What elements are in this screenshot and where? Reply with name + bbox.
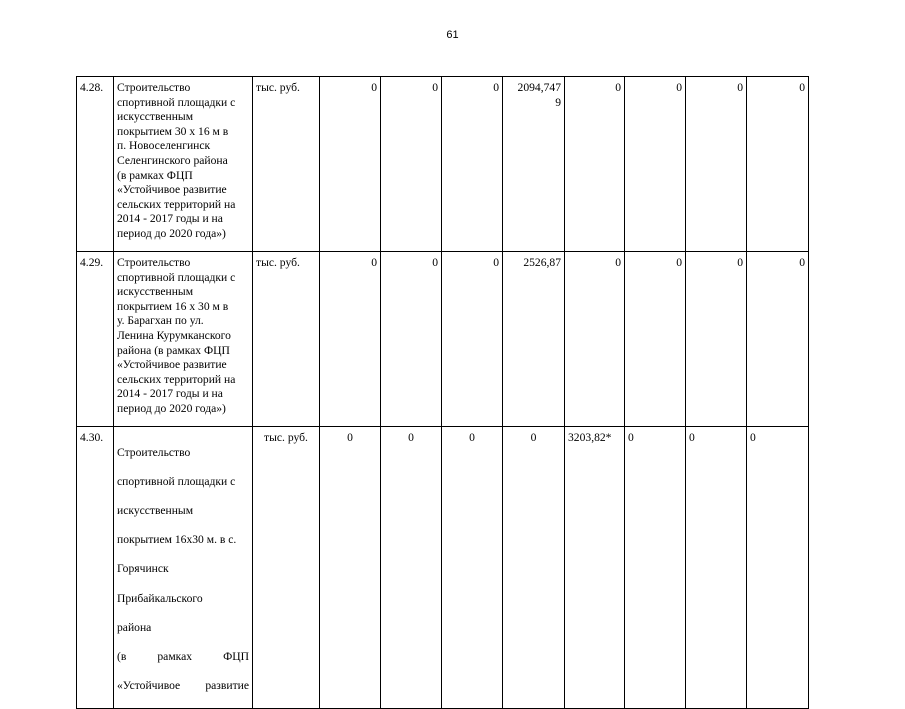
row-name: Строительство спортивной площадки с искусственным покрытием 16 х 30 м в у. Барагхан по ул. Ленина Курумканского района (в рамках ФЦП «Устойчивое развитие сельских территорий на 2014 - 2017 годы и на период до 2020 года») — [114, 252, 253, 427]
cell-value: 0 — [686, 252, 747, 427]
cell-value: 0 — [442, 77, 503, 252]
cell-value: 3203,82* — [565, 427, 625, 709]
row-name-line: Горячинск — [117, 562, 169, 576]
cell-value: 0 — [625, 77, 686, 252]
cell-value: 0 — [442, 427, 503, 709]
table-row — [77, 252, 809, 427]
row-name — [114, 427, 253, 709]
cell-value: 0 — [747, 77, 809, 252]
cell-value: 2526,87 — [503, 252, 565, 427]
cell-value: 0 — [442, 252, 503, 427]
table-row — [77, 427, 809, 709]
cell-value: 0 — [686, 77, 747, 252]
cell-value: 0 — [320, 77, 381, 252]
cell-value: 0 — [381, 427, 442, 709]
table-row — [77, 77, 809, 252]
row-name-line: покрытием 16х30 м. в с. — [117, 533, 237, 547]
row-name-line: района — [117, 620, 152, 634]
cell-value: 0 — [747, 427, 809, 709]
cell-value: 0 — [381, 77, 442, 252]
cell-value: 0 — [747, 252, 809, 427]
cell-value: 0 — [381, 252, 442, 427]
cell-value: 0 — [565, 77, 625, 252]
row-name-line: Строительство — [117, 445, 191, 459]
cell-value: 0 — [320, 252, 381, 427]
row-name: Строительство спортивной площадки с искусственным покрытием 30 х 16 м в п. Новоселенгинск Селенгинского района (в рамках ФЦП «Устойчивое развитие сельских территорий на 2014 - 2017 годы и на период до 2020 года») — [114, 77, 253, 252]
row-unit: тыс. руб. — [253, 252, 320, 427]
cell-value: 0 — [625, 427, 686, 709]
budget-table — [76, 76, 809, 709]
row-name-line: Прибайкальского — [117, 591, 203, 605]
cell-value: 0 — [503, 427, 565, 709]
row-number: 4.28. — [77, 77, 114, 252]
page-number: 61 — [446, 29, 459, 41]
row-number: 4.30. — [77, 427, 114, 709]
row-name-line: искусственным — [117, 503, 194, 517]
cell-value: 0 — [565, 252, 625, 427]
row-name-line: (в рамках ФЦП — [117, 649, 249, 663]
row-name-line: «Устойчивое развитие — [117, 679, 249, 693]
row-number: 4.29. — [77, 252, 114, 427]
row-unit: тыс. руб. — [253, 77, 320, 252]
row-name-line: спортивной площадки с — [117, 474, 236, 488]
cell-value: 0 — [320, 427, 381, 709]
cell-value: 0 — [625, 252, 686, 427]
cell-value: 2094,747 9 — [503, 77, 565, 252]
row-unit: тыс. руб. — [253, 427, 320, 709]
cell-value: 0 — [686, 427, 747, 709]
